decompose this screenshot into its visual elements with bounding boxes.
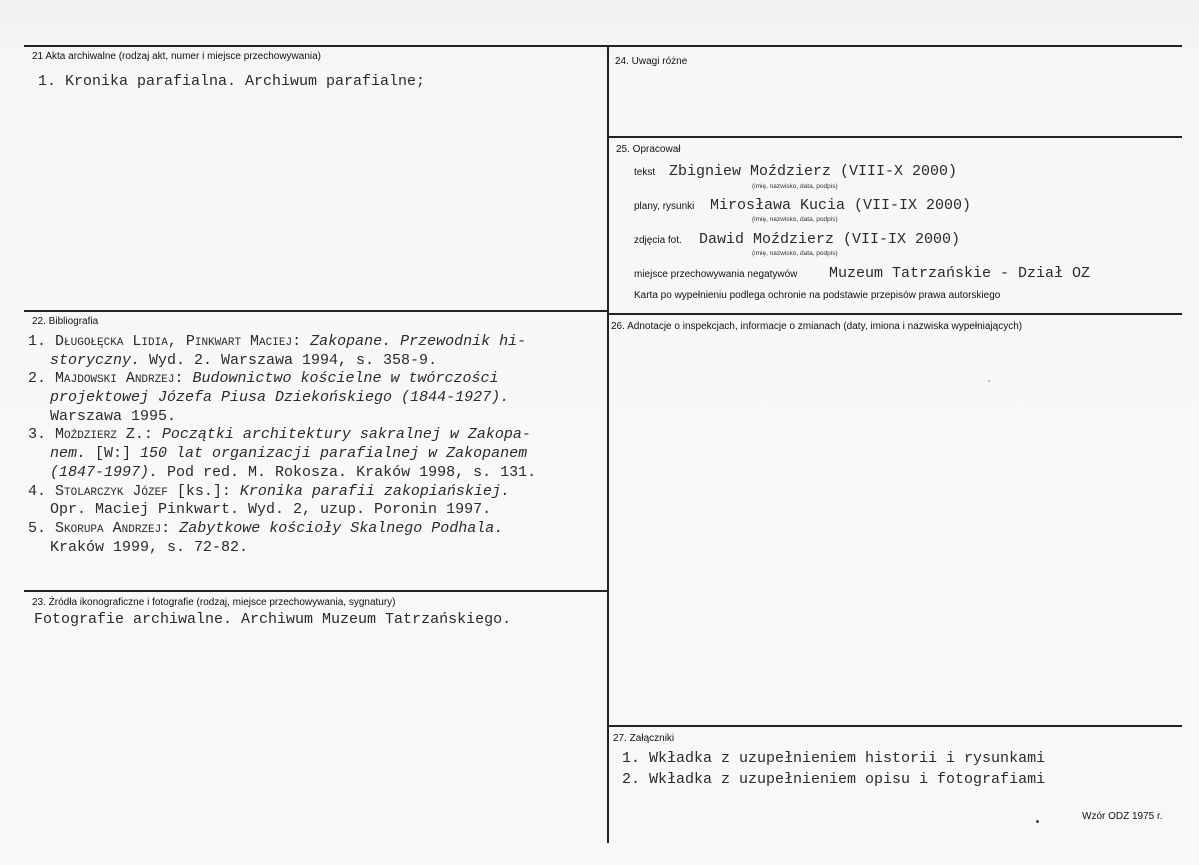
bibliography-entry-2: 2. Majdowski Andrzej: Budownictwo kościelne w twórczości [28, 370, 499, 388]
form-id: Wzór ODZ 1975 r. [1082, 811, 1163, 822]
bibliography-entry-3-cont: nem. [W:] 150 lat organizacji parafialnej w Zakopanem [50, 445, 528, 463]
section-24-label: 24. Uwagi różne [615, 56, 688, 67]
title: Zakopane. Przewodnik hi- [310, 333, 527, 350]
bibliography-entry-5: 5. Skorupa Andrzej: Zabytkowe kościoły Skalnego Podhala. [28, 519, 504, 537]
section-25-label: 25. Opracował [616, 144, 681, 155]
section-23-label: 23. Źródła ikonograficzne i fotografie (rodzaj, miejsce przechowywania, sygnatury) [32, 597, 396, 608]
bibliography-entry-3-cont2: (1847-1997). Pod red. M. Rokosza. Kraków 1998, s. 131. [50, 463, 537, 481]
bibliography-entry-4-cont: Opr. Maciej Pinkwart. Wyd. 2, uzup. Poronin 1997. [50, 501, 492, 519]
attachment-item-2: 2. Wkładka z uzupełnieniem opisu i fotografiami [622, 771, 1046, 788]
zdjecia-label: zdjęcia fot. [634, 235, 682, 246]
stray-mark [1036, 820, 1039, 823]
section-21-item: 1. Kronika parafialna. Archiwum parafialne; [38, 73, 426, 90]
top-rule [24, 45, 1182, 47]
section-21-label: 21 Akta archiwalne (rodzaj akt, numer i miejsce przechowywania) [32, 51, 322, 62]
plany-value: Mirosława Kucia (VII-IX 2000) [710, 197, 972, 214]
copyright-note: Karta po wypełnieniu podlega ochronie na podstawie przepisów prawa autorskiego [634, 290, 1001, 301]
title: Budownictwo kościelne w twórczości [192, 370, 499, 388]
rule-24-25 [608, 136, 1182, 138]
author: Moździerz Z. [55, 426, 144, 444]
rule-26-27 [608, 725, 1182, 727]
title: Początki architektury sakralnej w Zakopa- [161, 426, 531, 444]
bibliography-entry-5-cont: Kraków 1999, s. 72-82. [50, 538, 249, 556]
section-26-label: 26. Adnotacje o inspekcjach, informacje o zmianach (daty, imiona i nazwiska wypełniających) [611, 321, 1023, 332]
title: Zabytkowe kościoły Skalnego Podhala. [179, 519, 504, 537]
bibliography-entry-1-cont: storyczny. Wyd. 2. Warszawa 1994, s. 358-9. [50, 351, 438, 369]
section-22-label: 22. Bibliografia [32, 316, 99, 327]
zdjecia-value: Dawid Moździerz (VII-IX 2000) [699, 231, 961, 248]
author: Skorupa Andrzej [55, 519, 162, 537]
bibliography-entry-2-cont: projektowej Józefa Piusa Dziekońskiego (1844-1927). [50, 389, 510, 407]
author: Długołęcka Lidia, Pinkwart Maciej [55, 333, 293, 350]
section-27-label: 27. Załączniki [613, 733, 675, 744]
bibliography-entry-3: 3. Moździerz Z.: Początki architektury sakralnej w Zakopa- [28, 426, 531, 444]
zdjecia-hint: (imię, nazwisko, data, podpis) [752, 250, 838, 257]
rule-25-26 [608, 313, 1182, 315]
title: Kronika parafii zakopiańskiej. [239, 482, 510, 500]
rule-22-23 [24, 590, 608, 592]
stray-mark [988, 380, 990, 382]
tekst-hint: (imię, nazwisko, data, podpis) [752, 183, 838, 190]
tekst-value: Zbigniew Moździerz (VIII-X 2000) [669, 163, 958, 180]
bibliography-list [28, 333, 608, 557]
attachment-item-1: 1. Wkładka z uzupełnieniem historii i rysunkami [622, 750, 1046, 767]
author: Majdowski Andrzej [55, 370, 175, 388]
negatywy-label: miejsce przechowywania negatywów [634, 269, 798, 280]
section-23-text: Fotografie archiwalne. Archiwum Muzeum Tatrzańskiego. [34, 611, 512, 628]
plany-hint: (imię, nazwisko, data, podpis) [752, 216, 838, 223]
negatywy-value: Muzeum Tatrzańskie - Dział OZ [829, 265, 1091, 282]
bibliography-entry-2-cont2: Warszawa 1995. [50, 407, 177, 425]
rule-21-22 [24, 310, 608, 312]
tekst-label: tekst [634, 167, 656, 178]
bibliography-entry-1: 1. Długołęcka Lidia, Pinkwart Maciej: Zakopane. Przewodnik hi- [28, 333, 527, 350]
plany-label: plany, rysunki [634, 201, 695, 212]
bibliography-entry-4: 4. Stolarczyk Józef [ks.]: Kronika parafii zakopiańskiej. [28, 482, 510, 500]
author: Stolarczyk Józef [55, 482, 168, 500]
